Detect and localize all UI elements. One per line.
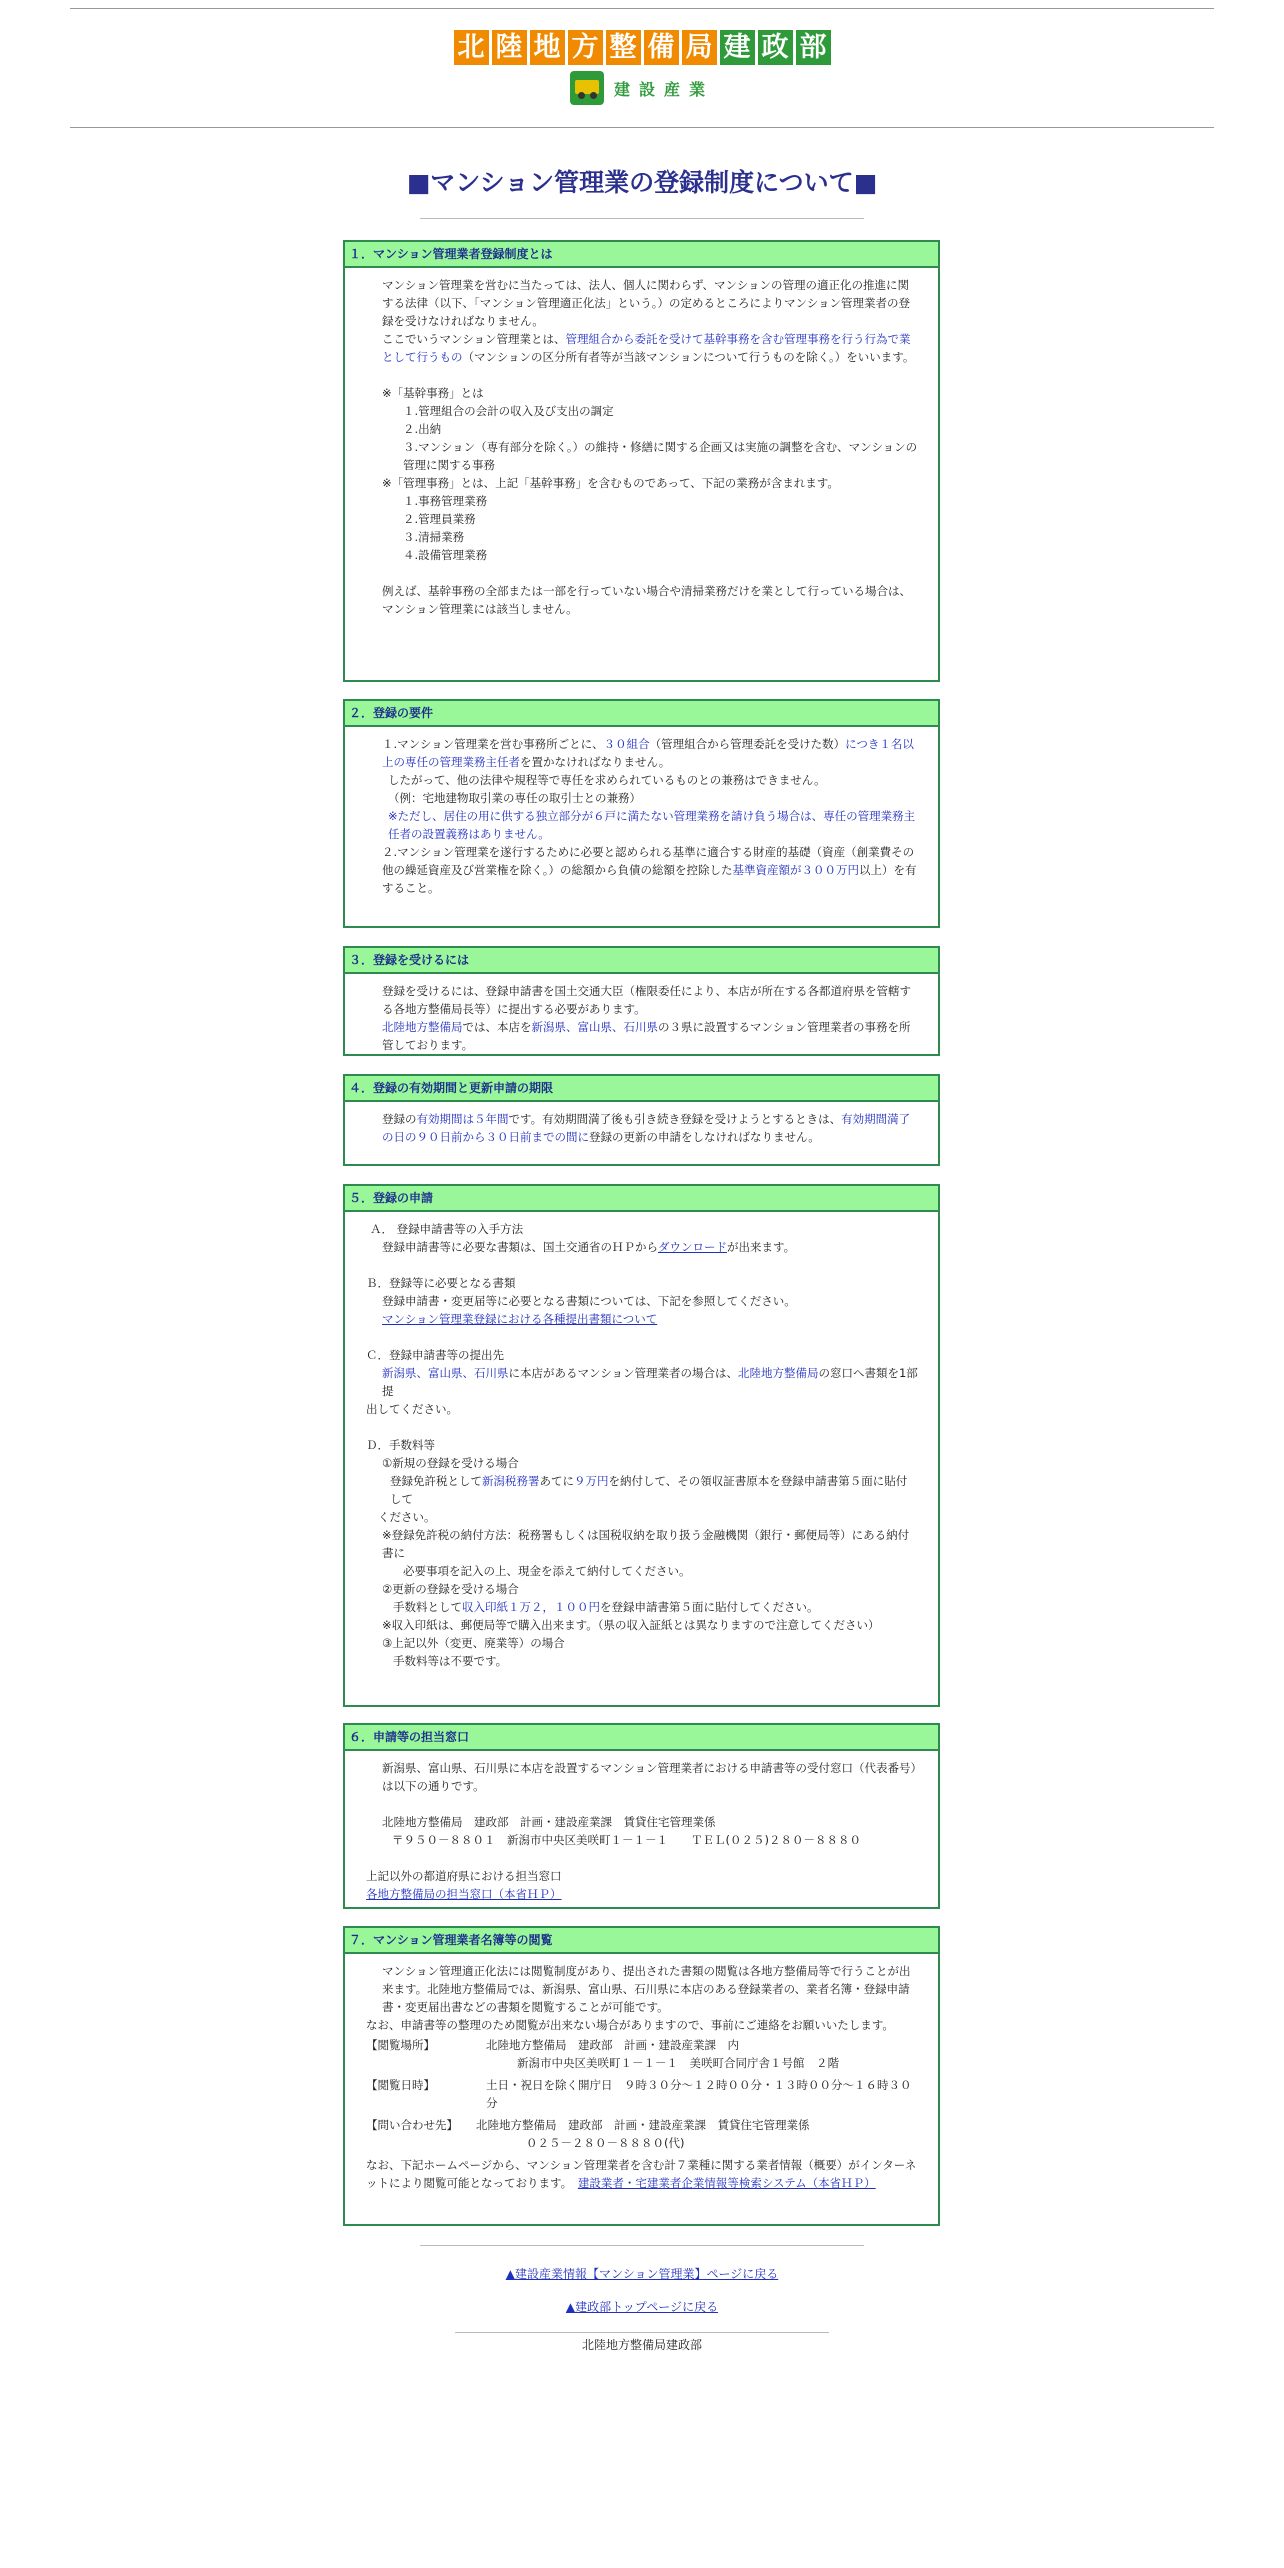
- footer-divider: [455, 2332, 829, 2333]
- list-item: ４.設備管理業務: [403, 548, 488, 562]
- sub-header: [0, 70, 1284, 106]
- paragraph: 手数料等は不要です。: [393, 1654, 508, 1668]
- paragraph: 登録申請書等に必要な書類は、国土交通省のＨＰからダウンロードが出来ます。: [382, 1240, 796, 1254]
- paragraph: 登録を受けるには、登録申請書を国土交通大臣（権限委任により、本店が所在する各都道府県を管轄する各地方整備局長等）に提出する必要があります。: [382, 984, 911, 1016]
- list-item: １.事務管理業務: [403, 494, 488, 508]
- label: 【問い合わせ先】: [366, 2118, 458, 2132]
- paragraph: なお、下記ホームページから、マンション管理業者を含む計７業種に関する業者情報（概要）がインターネットにより閲覧可能となっております。 建設業者・宅建業者企業情報等検索システム（本省ＨＰ）: [366, 2158, 917, 2190]
- section-heading: ６．申請等の担当窓口: [345, 1725, 938, 1751]
- logo-char: 北: [454, 30, 489, 65]
- paragraph: 北陸地方整備局 建政部 計画・建設産業課 賃貸住宅管理業係: [382, 1815, 716, 1829]
- requirement-2: ２.マンション管理業を遂行するために必要と認められる基準に適合する財産的基礎（資産（創業費その他の繰延資産及び営業権を除く。）の総額から負債の総額を控除した基準資産額が３００万円以上）を有すること。: [382, 845, 917, 895]
- paragraph: ここでいうマンション管理業とは、管理組合から委託を受けて基幹事務を含む管理事務を行う行為で業として行うもの（マンションの区分所有者等が当該マンションについて行うものを除く。）をいいます。: [382, 332, 915, 364]
- value: 土日・祝日を除く開庁日 ９時３０分～１２時００分・１３時００分～１６時３０分: [486, 2078, 912, 2110]
- regional-bureau-contacts-link[interactable]: 各地方整備局の担当窓口（本省ＨＰ）: [366, 1887, 562, 1901]
- download-link[interactable]: ダウンロード: [658, 1240, 727, 1254]
- paragraph: 新潟県、富山県、石川県に本店があるマンション管理業者の場合は、北陸地方整備局の窓口へ書類を1部提: [382, 1366, 918, 1398]
- paragraph: 例えば、基幹事務の全部または一部を行っていない場合や清掃業務だけを業として行っている場合は、マンション管理業には該当しません。: [382, 584, 911, 616]
- paragraph: 登録の有効期間は５年間です。有効期間満了後も引き続き登録を受けようとするときは、有効期間満了の日の９０日前から３０日前までの間に登録の更新の申請をしなければなりません。: [382, 1112, 911, 1144]
- business-info-search-link[interactable]: 建設業者・宅建業者企業情報等検索システム（本省ＨＰ）: [577, 2176, 876, 2190]
- construction-vehicle-icon: [570, 71, 604, 105]
- section-contact-window: [343, 1723, 940, 1909]
- paragraph: ②更新の登録を受ける場合: [382, 1582, 519, 1596]
- logo-char: 政: [758, 30, 793, 65]
- value: 新潟市中央区美咲町１－１－１ 美咲町合同庁舎１号館 ２階: [517, 2056, 839, 2070]
- section-heading: ５．登録の申請: [345, 1186, 938, 1212]
- paragraph: なお、申請書等の整理のため閲覧が出来ない場合がありますので、事前にご連絡をお願いいたします。: [366, 2018, 894, 2032]
- note: ※登録免許税の納付方法：税務署もしくは国税収納を取り扱う金融機関（銀行・郵便局等）にある納付書に: [382, 1528, 910, 1560]
- logo-char: 部: [796, 30, 831, 65]
- section-heading: ７．マンション管理業者名簿等の閲覧: [345, 1928, 938, 1954]
- paragraph: 新潟県、富山県、石川県に本店を設置するマンション管理業者における申請書等の受付窓口（代表番号）は以下の通りです。: [382, 1761, 917, 1793]
- bottom-divider: [420, 2245, 864, 2246]
- paragraph: マンション管理業を営むに当たっては、法人、個人に関わらず、マンションの管理の適正化の推進に関する法律（以下、「マンション管理適正化法」という。）の定めるところによりマンション管理業者の登録を受けなければなりません。: [382, 278, 910, 328]
- list-item: １.管理組合の会計の収入及び支出の調定: [403, 404, 614, 418]
- logo-char: 局: [682, 30, 717, 65]
- requirement-1: １.マンション管理業を営む事務所ごとに、３０組合（管理組合から管理委託を受けた数）につき１名以上の専任の管理業務主任者を置かなければなりません。: [382, 737, 914, 769]
- section-how-to-register: [343, 946, 940, 1056]
- logo-char: 建: [720, 30, 755, 65]
- note: ※「基幹事務」とは: [382, 386, 484, 400]
- note: ※収入印紙は、郵便局等で購入出来ます。（県の収入証紙とは異なりますので注意してください）: [382, 1618, 880, 1632]
- list-item: ２.出納: [403, 422, 442, 436]
- logo-char: 陸: [492, 30, 527, 65]
- label: 【閲覧場所】: [366, 2038, 435, 2052]
- section-heading: ４．登録の有効期間と更新申請の期限: [345, 1076, 938, 1102]
- section-heading: １．マンション管理業者登録制度とは: [345, 242, 938, 268]
- paragraph: ①新規の登録を受ける場合: [382, 1456, 519, 1470]
- paragraph: したがって、他の法律や規程等で専任を求められているものとの兼務はできません。: [388, 773, 826, 787]
- value: 北陸地方整備局 建政部 計画・建設産業課 内: [486, 2038, 739, 2052]
- site-logo[interactable]: [0, 30, 1284, 72]
- back-to-mansion-page-link[interactable]: ▲建設産業情報【マンション管理業】ページに戻る: [505, 2267, 779, 2281]
- top-divider: [70, 8, 1214, 9]
- list-item: ３.マンション（専有部分を除く。）の維持・修繕に関する企画又は実施の調整を含む、マンションの管理に関する事務: [403, 440, 918, 472]
- section-requirements: [343, 699, 940, 928]
- list-item: ３.清掃業務: [403, 530, 465, 544]
- paragraph: 出してください。: [366, 1402, 458, 1416]
- title-divider: [420, 218, 864, 219]
- subheading: Ａ． 登録申請書等の入手方法: [370, 1222, 524, 1236]
- paragraph: 登録申請書・変更届等に必要となる書類については、下記を参照してください。: [382, 1294, 796, 1308]
- paragraph: （例：宅地建物取引業の専任の取引士との兼務）: [388, 791, 641, 805]
- paragraph: ③上記以外（変更、廃業等）の場合: [382, 1636, 565, 1650]
- note: ※ただし、居住の用に供する独立部分が６戸に満たない管理業務を請け負う場合は、専任の管理業務主任者の設置義務はありません。: [388, 809, 916, 841]
- back-to-top-page-link[interactable]: ▲建政部トップページに戻る: [565, 2300, 719, 2314]
- section-registration-system: [343, 240, 940, 682]
- paragraph: ください。: [378, 1510, 436, 1524]
- subheading: Ｂ．登録等に必要となる書類: [366, 1276, 516, 1290]
- paragraph: 手数料として収入印紙１万２，１００円を登録申請書第５面に貼付してください。: [393, 1600, 819, 1614]
- footer-organization: 北陸地方整備局建政部: [581, 2338, 702, 2352]
- paragraph: 北陸地方整備局では、本店を新潟県、富山県、石川県の３県に設置するマンション管理業者の事務を所管しております。: [382, 1020, 911, 1052]
- page-title: ■マンション管理業の登録制度について■: [406, 168, 878, 197]
- note: ※「管理事務」とは、上記「基幹事務」を含むものであって、下記の業務が含まれます。: [382, 476, 839, 490]
- subheading: Ｃ．登録申請書等の提出先: [366, 1348, 504, 1362]
- paragraph: マンション管理適正化法には閲覧制度があり、提出された書類の閲覧は各地方整備局等で行うことが出来ます。北陸地方整備局では、新潟県、富山県、石川県に本店のある登録業者の、業者名簿・登録申請書・変更届出書などの書類を閲覧することが可能です。: [382, 1964, 911, 2014]
- logo-char: 方: [568, 30, 603, 65]
- paragraph: 必要事項を記入の上、現金を添えて納付してください。: [403, 1564, 691, 1578]
- required-documents-link[interactable]: マンション管理業登録における各種提出書類について: [382, 1312, 658, 1326]
- section-registry-viewing: [343, 1926, 940, 2226]
- label: 【閲覧日時】: [366, 2078, 435, 2092]
- section-validity-period: [343, 1074, 940, 1166]
- subheading: Ｄ．手数料等: [366, 1438, 435, 1452]
- logo-char: 地: [530, 30, 565, 65]
- value: 北陸地方整備局 建政部 計画・建設産業課 賃貸住宅管理業係: [476, 2118, 810, 2132]
- section-label: 建設産業: [613, 79, 714, 99]
- section-heading: ３．登録を受けるには: [345, 948, 938, 974]
- value: ０２５－２８０－８８８０(代): [526, 2136, 685, 2150]
- paragraph: 登録免許税として新潟税務署あてに９万円を納付して、その領収証書原本を登録申請書第５面に貼付して: [390, 1474, 908, 1506]
- paragraph: 上記以外の都道府県における担当窓口: [366, 1869, 562, 1883]
- header-divider: [70, 127, 1214, 128]
- section-application: [343, 1184, 940, 1707]
- list-item: ２.管理員業務: [403, 512, 476, 526]
- logo-char: 整: [606, 30, 641, 65]
- section-heading: ２．登録の要件: [345, 701, 938, 727]
- logo-char: 備: [644, 30, 679, 65]
- address: 〒９５０－８８０１ 新潟市中央区美咲町１－１－１ ＴＥＬ(０２５)２８０－８８８０: [392, 1833, 861, 1847]
